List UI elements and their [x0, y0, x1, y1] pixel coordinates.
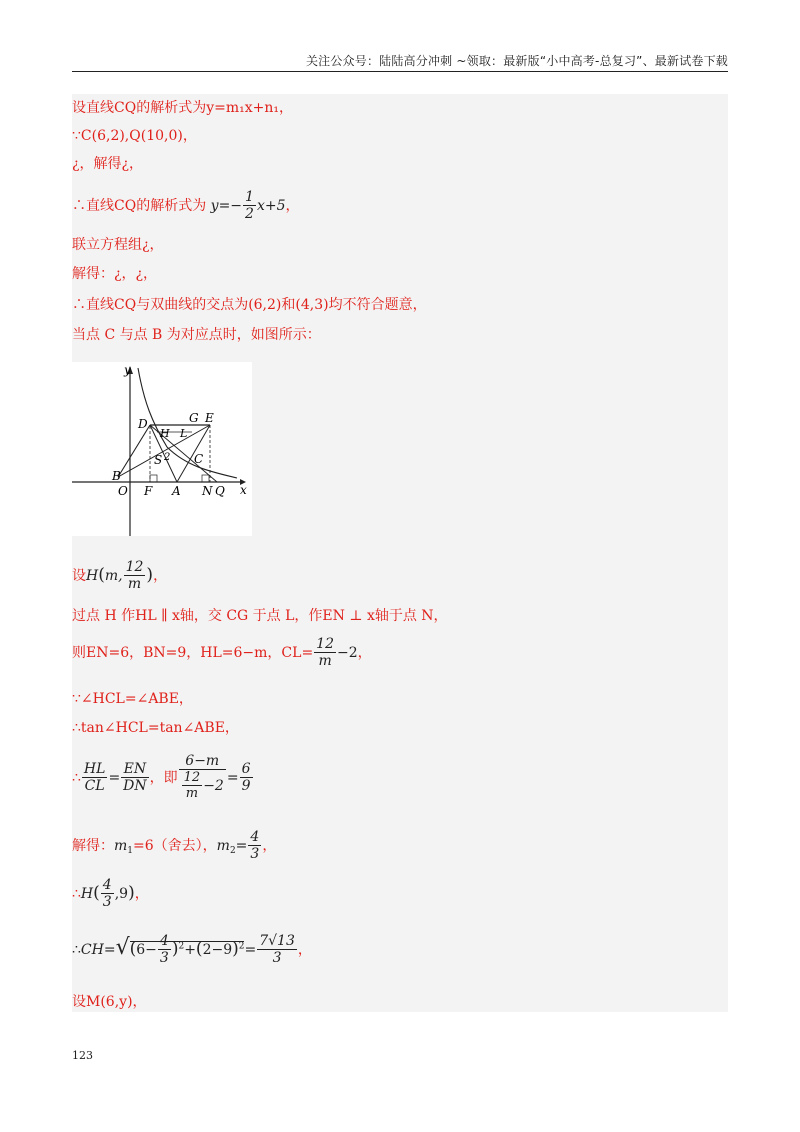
line-9: 设H(m, $\frac{12}{m}$ )， [72, 559, 168, 592]
line-11: 则EN=6，BN=9，HL=6−m，CL= $\frac{12}{m}$ −2， [72, 636, 372, 669]
geometry-figure [72, 362, 252, 536]
label-y: y [124, 363, 131, 377]
label-g: G [189, 411, 199, 425]
fraction-en-dn: $\frac{EN}{DN}$ [123, 761, 147, 794]
line-10: 过点 H 作HL ∥ x轴，交 CG 于点 L，作EN ⊥ x轴于点 N， [72, 608, 448, 624]
label-x: x [240, 483, 247, 497]
page-header: 关注公众号：陆陆高分冲刺 ~领取：最新版“小中高考-总复习”、最新试卷下载 [305, 54, 728, 68]
fraction-cl: $\frac{12}{m}$ [316, 636, 334, 669]
line-15: 解得：$m_1=6$（舍去），$m_2=$ $\frac{4}{3}$ ， [72, 829, 277, 862]
coordinate-diagram [72, 362, 252, 536]
fraction-ch-result: $\frac{7√13}{3}$ [259, 933, 295, 966]
label-d: D [138, 417, 148, 431]
label-a: A [172, 484, 181, 498]
line-8: 当点 C 与点 B 为对应点时，如图所示： [72, 327, 321, 343]
label-s-index: 2 [164, 452, 171, 463]
line-12: ∵∠HCL=∠ABE， [72, 691, 193, 707]
solution-panel [72, 94, 728, 1012]
line-1: 设直线CQ的解析式为y=m₁x+n₁， [72, 100, 293, 116]
line-17: ∴CH=√(6− $\frac{4}{3}$ )$^2+(2-9)^2=$ $\frac{7√13}{3}$ ， [72, 933, 312, 966]
label-q: Q [215, 484, 225, 498]
fraction-compound: 6−m $\frac{12}{m}$ −2 [179, 754, 226, 802]
fraction-hl-cl: $\frac{HL}{CL}$ [83, 761, 106, 794]
label-b: B [112, 469, 121, 483]
label-n: N [202, 484, 213, 498]
line-13: ∴tan∠HCL=tan∠ABE， [72, 720, 239, 736]
fraction-one-half: $\frac{1}{2}$ [245, 189, 254, 222]
line-16: ∴H( $\frac{4}{3}$ ,9)， [72, 877, 149, 910]
page-number: 123 [72, 1049, 93, 1062]
fraction-6-9: $\frac{6}{9}$ [241, 761, 251, 794]
line-2: ∵C(6,2),Q(10,0)， [72, 128, 197, 144]
line-18: 设M(6,y)， [72, 994, 147, 1010]
label-f: F [144, 484, 153, 498]
header-divider [72, 71, 728, 72]
line-4-prefix: ∴直线CQ的解析式为 [72, 198, 207, 214]
line-4: ∴直线CQ的解析式为 y=− $\frac{1}{2}$ x+5， [72, 189, 300, 222]
fraction-4-3-c: $\frac{4}{3}$ [159, 933, 169, 966]
line-6: 解得：¿，¿， [72, 266, 158, 282]
label-h: H [160, 427, 170, 440]
label-c: C [194, 452, 204, 466]
fraction-12-over-m: $\frac{12}{m}$ [125, 559, 144, 592]
fraction-4-3-a: $\frac{4}{3}$ [250, 829, 260, 862]
line-3: ¿，解得¿， [72, 156, 144, 172]
label-e: E [205, 411, 214, 425]
label-s: S [154, 453, 163, 467]
line-14: ∴ $\frac{HL}{CL}$ = $\frac{EN}{DN}$ ，即 6−m $\frac{12}{m}$ −2 = $\frac{6}{9}$ [72, 753, 251, 801]
label-o: O [118, 484, 128, 498]
label-l: L [180, 427, 188, 440]
line-7: ∴直线CQ与双曲线的交点为(6,2)和(4,3)均不符合题意， [72, 297, 427, 313]
fraction-4-3-b: $\frac{4}{3}$ [102, 877, 112, 910]
line-5: 联立方程组¿， [72, 237, 164, 253]
